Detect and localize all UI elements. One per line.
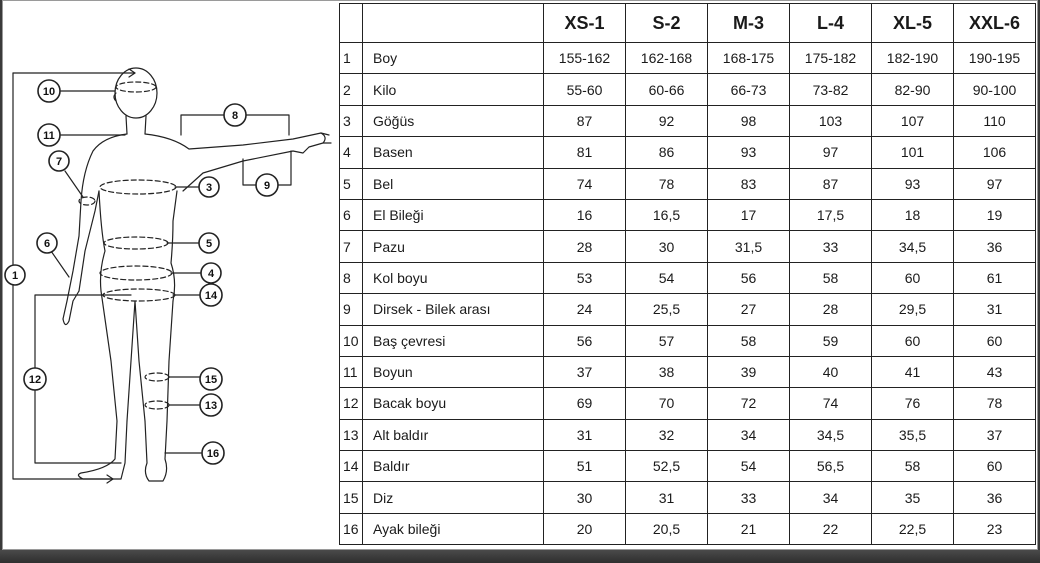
table-row xyxy=(340,74,1036,105)
callout-label-12: 12 xyxy=(28,374,42,386)
table-row xyxy=(340,43,1036,74)
size-header: L-4 xyxy=(790,4,872,43)
row-number: 10 xyxy=(340,325,363,356)
measurement-name: Pazu xyxy=(363,231,544,262)
row-number: 11 xyxy=(340,356,363,387)
callout-label-1: 1 xyxy=(11,270,19,282)
size-value-cell: 93 xyxy=(872,168,954,199)
callout-label-14: 14 xyxy=(204,290,218,302)
size-value-cell: 25,5 xyxy=(626,294,708,325)
size-value-cell: 78 xyxy=(954,388,1036,419)
size-value-cell: 17,5 xyxy=(790,199,872,230)
callout-label-6: 6 xyxy=(43,238,51,250)
size-value-cell: 74 xyxy=(790,388,872,419)
callout-label-11: 11 xyxy=(43,130,55,142)
size-value-cell: 41 xyxy=(872,356,954,387)
size-value-cell: 69 xyxy=(544,388,626,419)
size-value-cell: 93 xyxy=(708,137,790,168)
size-value-cell: 60 xyxy=(872,262,954,293)
row-number: 15 xyxy=(340,482,363,513)
callout-label-3: 3 xyxy=(205,182,213,194)
size-value-cell: 28 xyxy=(790,294,872,325)
size-value-cell: 53 xyxy=(544,262,626,293)
size-value-cell: 55-60 xyxy=(544,74,626,105)
measurement-name: Bacak boyu xyxy=(363,388,544,419)
table-row xyxy=(340,168,1036,199)
size-value-cell: 37 xyxy=(954,419,1036,450)
size-table xyxy=(339,3,1036,545)
row-number: 12 xyxy=(340,388,363,419)
size-value-cell: 175-182 xyxy=(790,43,872,74)
size-value-cell: 66-73 xyxy=(708,74,790,105)
measurement-name: Boy xyxy=(363,43,544,74)
measurement-name: Ayak bileği xyxy=(363,513,544,544)
size-value-cell: 56 xyxy=(708,262,790,293)
size-table-body xyxy=(340,43,1036,545)
size-value-cell: 82-90 xyxy=(872,74,954,105)
size-value-cell: 97 xyxy=(954,168,1036,199)
size-value-cell: 34,5 xyxy=(872,231,954,262)
size-value-cell: 73-82 xyxy=(790,74,872,105)
row-number: 4 xyxy=(340,137,363,168)
size-value-cell: 56 xyxy=(544,325,626,356)
body-outline xyxy=(63,68,331,481)
size-value-cell: 70 xyxy=(626,388,708,419)
row-number: 16 xyxy=(340,513,363,544)
size-value-cell: 20,5 xyxy=(626,513,708,544)
size-value-cell: 18 xyxy=(872,199,954,230)
size-value-cell: 90-100 xyxy=(954,74,1036,105)
body-diagram xyxy=(3,1,339,549)
row-number: 13 xyxy=(340,419,363,450)
row-number: 6 xyxy=(340,199,363,230)
size-value-cell: 35,5 xyxy=(872,419,954,450)
size-value-cell: 56,5 xyxy=(790,451,872,482)
size-value-cell: 101 xyxy=(872,137,954,168)
size-value-cell: 39 xyxy=(708,356,790,387)
table-row xyxy=(340,388,1036,419)
size-value-cell: 51 xyxy=(544,451,626,482)
table-row xyxy=(340,513,1036,544)
size-value-cell: 22,5 xyxy=(872,513,954,544)
measurement-name: Diz xyxy=(363,482,544,513)
size-value-cell: 60 xyxy=(954,325,1036,356)
size-value-cell: 58 xyxy=(708,325,790,356)
size-value-cell: 182-190 xyxy=(872,43,954,74)
table-row xyxy=(340,137,1036,168)
size-value-cell: 31 xyxy=(544,419,626,450)
size-value-cell: 31 xyxy=(954,294,1036,325)
size-value-cell: 83 xyxy=(708,168,790,199)
size-value-cell: 24 xyxy=(544,294,626,325)
size-value-cell: 40 xyxy=(790,356,872,387)
size-value-cell: 60 xyxy=(872,325,954,356)
row-number: 9 xyxy=(340,294,363,325)
size-value-cell: 76 xyxy=(872,388,954,419)
size-value-cell: 16 xyxy=(544,199,626,230)
size-value-cell: 23 xyxy=(954,513,1036,544)
size-value-cell: 106 xyxy=(954,137,1036,168)
size-value-cell: 86 xyxy=(626,137,708,168)
size-value-cell: 34 xyxy=(708,419,790,450)
row-number: 5 xyxy=(340,168,363,199)
size-value-cell: 31 xyxy=(626,482,708,513)
callout-label-5: 5 xyxy=(205,238,213,250)
size-value-cell: 81 xyxy=(544,137,626,168)
size-value-cell: 61 xyxy=(954,262,1036,293)
table-row xyxy=(340,482,1036,513)
measurement-name: Boyun xyxy=(363,356,544,387)
table-row xyxy=(340,262,1036,293)
size-header: XL-5 xyxy=(872,4,954,43)
size-value-cell: 36 xyxy=(954,231,1036,262)
measurement-name: Dirsek - Bilek arası xyxy=(363,294,544,325)
size-value-cell: 33 xyxy=(790,231,872,262)
size-value-cell: 52,5 xyxy=(626,451,708,482)
callout-label-16: 16 xyxy=(206,448,220,460)
row-number: 14 xyxy=(340,451,363,482)
table-row xyxy=(340,199,1036,230)
size-header: M-3 xyxy=(708,4,790,43)
size-value-cell: 162-168 xyxy=(626,43,708,74)
size-value-cell: 29,5 xyxy=(872,294,954,325)
size-header: S-2 xyxy=(626,4,708,43)
callout-label-8: 8 xyxy=(231,110,239,122)
size-value-cell: 36 xyxy=(954,482,1036,513)
table-row xyxy=(340,356,1036,387)
size-value-cell: 107 xyxy=(872,105,954,136)
size-value-cell: 58 xyxy=(790,262,872,293)
row-number: 2 xyxy=(340,74,363,105)
size-value-cell: 78 xyxy=(626,168,708,199)
row-number: 7 xyxy=(340,231,363,262)
size-value-cell: 60 xyxy=(954,451,1036,482)
callout-label-7: 7 xyxy=(55,156,63,168)
size-value-cell: 19 xyxy=(954,199,1036,230)
measurement-name: Göğüs xyxy=(363,105,544,136)
measurement-name: Kilo xyxy=(363,74,544,105)
measurement-name: El Bileği xyxy=(363,199,544,230)
measurement-name: Kol boyu xyxy=(363,262,544,293)
size-value-cell: 17 xyxy=(708,199,790,230)
callout-label-9: 9 xyxy=(263,180,271,192)
size-header: XS-1 xyxy=(544,4,626,43)
table-row xyxy=(340,325,1036,356)
callout-label-4: 4 xyxy=(207,268,215,280)
size-header: XXL-6 xyxy=(954,4,1036,43)
measurement-rings xyxy=(79,82,176,409)
size-value-cell: 32 xyxy=(626,419,708,450)
table-row xyxy=(340,451,1036,482)
size-value-cell: 38 xyxy=(626,356,708,387)
header-row xyxy=(340,4,1036,43)
size-value-cell: 20 xyxy=(544,513,626,544)
size-value-cell: 59 xyxy=(790,325,872,356)
size-value-cell: 54 xyxy=(626,262,708,293)
body-measurement-figure xyxy=(3,1,339,549)
table-row xyxy=(340,231,1036,262)
size-chart-sheet xyxy=(2,0,1038,550)
header-empty-cell xyxy=(363,4,544,43)
size-value-cell: 97 xyxy=(790,137,872,168)
size-value-cell: 87 xyxy=(544,105,626,136)
size-value-cell: 30 xyxy=(544,482,626,513)
size-value-cell: 58 xyxy=(872,451,954,482)
size-value-cell: 190-195 xyxy=(954,43,1036,74)
callout-label-10: 10 xyxy=(42,86,56,98)
size-value-cell: 35 xyxy=(872,482,954,513)
size-value-cell: 33 xyxy=(708,482,790,513)
size-value-cell: 28 xyxy=(544,231,626,262)
bottom-frame-bar xyxy=(0,550,1040,563)
row-number: 3 xyxy=(340,105,363,136)
size-value-cell: 98 xyxy=(708,105,790,136)
size-value-cell: 34,5 xyxy=(790,419,872,450)
table-row xyxy=(340,419,1036,450)
size-value-cell: 21 xyxy=(708,513,790,544)
size-value-cell: 72 xyxy=(708,388,790,419)
size-value-cell: 103 xyxy=(790,105,872,136)
size-value-cell: 87 xyxy=(790,168,872,199)
measurement-name: Bel xyxy=(363,168,544,199)
measurement-name: Baldır xyxy=(363,451,544,482)
size-value-cell: 74 xyxy=(544,168,626,199)
size-value-cell: 16,5 xyxy=(626,199,708,230)
callout-label-13: 13 xyxy=(204,400,218,412)
size-value-cell: 57 xyxy=(626,325,708,356)
callout-label-15: 15 xyxy=(204,374,218,386)
size-value-cell: 34 xyxy=(790,482,872,513)
header-empty-cell xyxy=(340,4,363,43)
size-value-cell: 30 xyxy=(626,231,708,262)
row-number: 1 xyxy=(340,43,363,74)
size-value-cell: 54 xyxy=(708,451,790,482)
measurement-name: Alt baldır xyxy=(363,419,544,450)
size-value-cell: 60-66 xyxy=(626,74,708,105)
size-value-cell: 37 xyxy=(544,356,626,387)
size-value-cell: 110 xyxy=(954,105,1036,136)
size-value-cell: 22 xyxy=(790,513,872,544)
table-row xyxy=(340,105,1036,136)
measurement-name: Baş çevresi xyxy=(363,325,544,356)
table-row xyxy=(340,294,1036,325)
size-value-cell: 92 xyxy=(626,105,708,136)
size-value-cell: 155-162 xyxy=(544,43,626,74)
size-value-cell: 43 xyxy=(954,356,1036,387)
size-value-cell: 27 xyxy=(708,294,790,325)
measurement-name: Basen xyxy=(363,137,544,168)
size-value-cell: 168-175 xyxy=(708,43,790,74)
size-value-cell: 31,5 xyxy=(708,231,790,262)
row-number: 8 xyxy=(340,262,363,293)
